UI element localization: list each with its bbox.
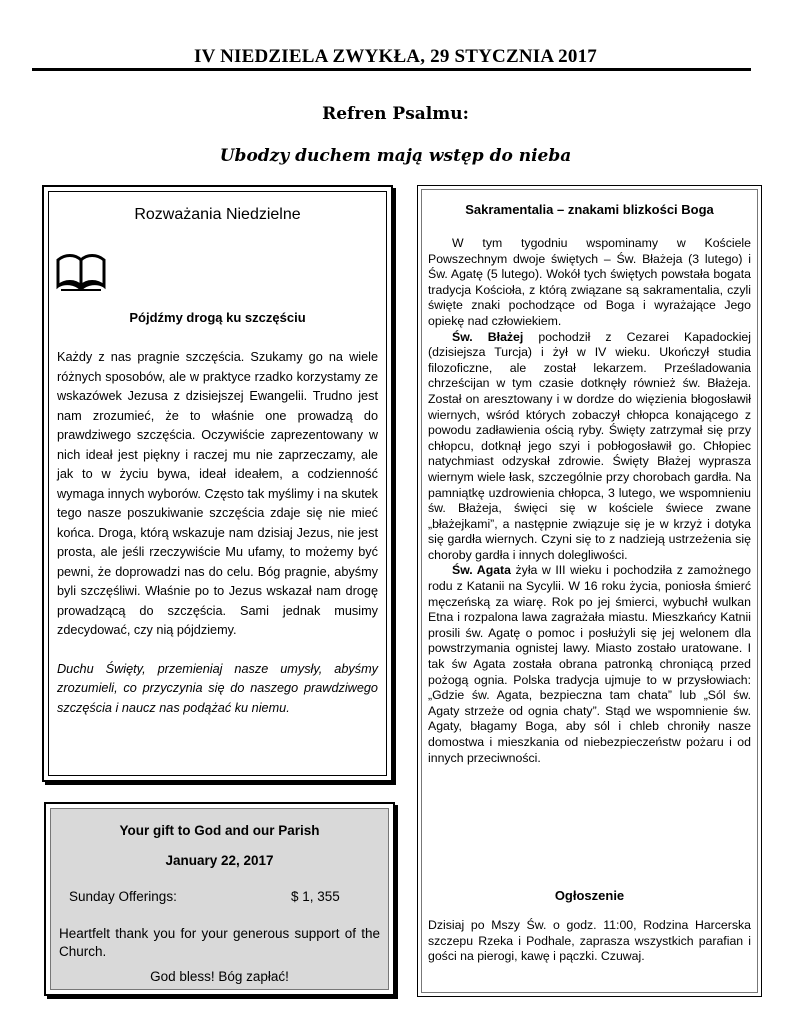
sacramentals-box-inner [421,189,758,993]
saint-blaise-text: pochodził z Cezarei Kapadockiej (dzisiejsza Turcja) i żył w IV wieku. Ukończył studia filozoficzne, ale został lekarzem. Prześladowania chrześcijan w tym czasie dotknęły również św. Błażeja. Został on aresztowany i w dordze do więzienia błogosławił wiernych, wśród których zobaczył chłopca konającego z powodu zadławienia ością ryby. Święty zatrzymał się przy chłopcu, dotknął jego szyi i pobłogosławił go. Chłopiec natychmiast odzyskał zdrowie. Święty Błażej wyprasza wiernym wiele łask, szczególnie przy chorobach gardła. Na pamniątkę uzdrowienia chłopca, 3 lutego, we wspomnieniu św. Błażeja, święci się w kościele świece zwane „błażejkami”, a następnie związuje się je w krzyż i dotyka się gardła wiernych. Czyni się to z nadzieją ustrzeżenia się choroby gardła i innych dolegliwości. [428,329,752,562]
sacramentals-intro: W tym tygodniu wspominamy w Kościele Powszechnym dwoje świętych – Św. Błażeja (3 lutego) i Św. Agatę (5 lutego). Wokół tych świętych powstała bogata tradycja Kościoła, z którą związane są sakramentalia, czyli święte znaki pochodzące od Boga i wyrażające Jego opiekę nad człowiekiem. [428,236,751,328]
reflections-box-inner [48,191,387,776]
psalm-heading: Refren Psalmu: [322,104,469,124]
offerings-thanks: Heartfelt thank you for your generous support of the Church. [59,926,380,959]
reflections-text: Każdy z nas pragnie szczęścia. Szukamy go na wiele różnych sposobów, ale w praktyce rzadko korzystamy ze wskazówek Jezusa z dzisiejszej Ewangelii. Trudno jest nam zrozumieć, że to właśnie one prowadzą do prawdziwego szczęścia. Oczywiście zaprezentowany w nich ideał jest piękny i raczej mu nie zaprzeczamy, ale jak to w życiu bywa, ideał ideałem, a codzienność wymaga innych wyborów. Często tak myślimy i na skutek tego nasze poszukiwanie szczęścia zdaje się nie mieć końca. Droga, którą wskazuje nam dzisiaj Jezus, nie jest prosta, ale jeśli rzeczywiście Mu ufamy, to możemy być pewni, że doprowadzi nas do celu. Bóg pragnie, abyśmy byli szczęśliwi. Właśnie po to Jezus wskazał nam drogę prowadzącą do szczęścia. Sami jednak musimy zdecydować, czy nią pójdziemy. [57,350,378,637]
sacramentals-title: Sakramentalia – znakami blizkości Boga [465,202,714,217]
reflections-title: Rozważania Niedzielne [134,206,301,223]
offerings-date: January 22, 2017 [165,853,274,868]
header-divider [32,68,751,71]
reflections-box [42,185,393,782]
reflections-body [57,348,378,718]
offerings-blessing: God bless! Bóg zapłać! [150,969,289,984]
reflections-heading: Pójdźmy drogą ku szczęściu [129,310,306,325]
open-book-icon [55,242,107,294]
bulletin-title: IV NIEDZIELA ZWYKŁA, 29 STYCZNIA 2017 [194,46,597,67]
sacramentals-box [417,185,762,997]
sacramentals-body [428,236,751,766]
saint-agatha-paragraph [428,563,751,766]
announcement-body: Dzisiaj po Mszy Św. o godz. 11:00, Rodzina Harcerska szczepu Rzeka i Podhale, zaprasza wszystkich parafian i gości na pierogi, kawę i pączki. Czuwaj. [428,918,751,964]
announcement-title: Ogłoszenie [554,888,625,903]
offerings-box [44,802,395,996]
offerings-amount: $ 1, 355 [291,889,340,904]
saint-agatha-text: żyła w III wieku i pochodziła z zamożnego rodu z Katanii na Sycylii. W 16 roku życia, poniosła śmierć męczeńską za wiarę. Rok po jej śmierci, wybuchł wulkan Etna i rozpalona lawa zagrażała miastu. Mieszkańcy Katnii prosili św. Agatę o pomoc i posłużyli się jej welonem dla powstrzymania ognistej lawy. Miasto zostało uratowane. I tak św Agata została obrana patronką chroniącą przed pożogą ognia. Polska tradycja ujmuje to w przysłowiach: „Gdzie św. Agata, bezpieczna tam chata” lub „Sól św. Agaty strzeże od ognia chaty”. Stąd we wspomnienie św. Agaty, błagamy Boga, aby sól i chleb chroniły nasze domostwa i mieszkania od niebezpieczeństw pożaru i od innych przeciwności. [428,563,751,765]
offerings-box-inner [50,808,389,990]
saint-blaise-paragraph [428,330,751,564]
saint-agatha-name: Św. Agata [452,563,511,578]
saint-blaise-name: Św. Błażej [452,329,524,344]
psalm-refrain: Ubodzy duchem mają wstęp do nieba [219,146,572,166]
offerings-title: Your gift to God and our Parish [119,823,320,838]
reflections-prayer: Duchu Święty, przemieniaj nasze umysły, abyśmy zrozumieli, co przyczynia się do naszego prawdziwego szczęścia i naucz nas podążać ku niemu. [57,661,378,715]
offerings-label: Sunday Offerings: [69,889,177,904]
